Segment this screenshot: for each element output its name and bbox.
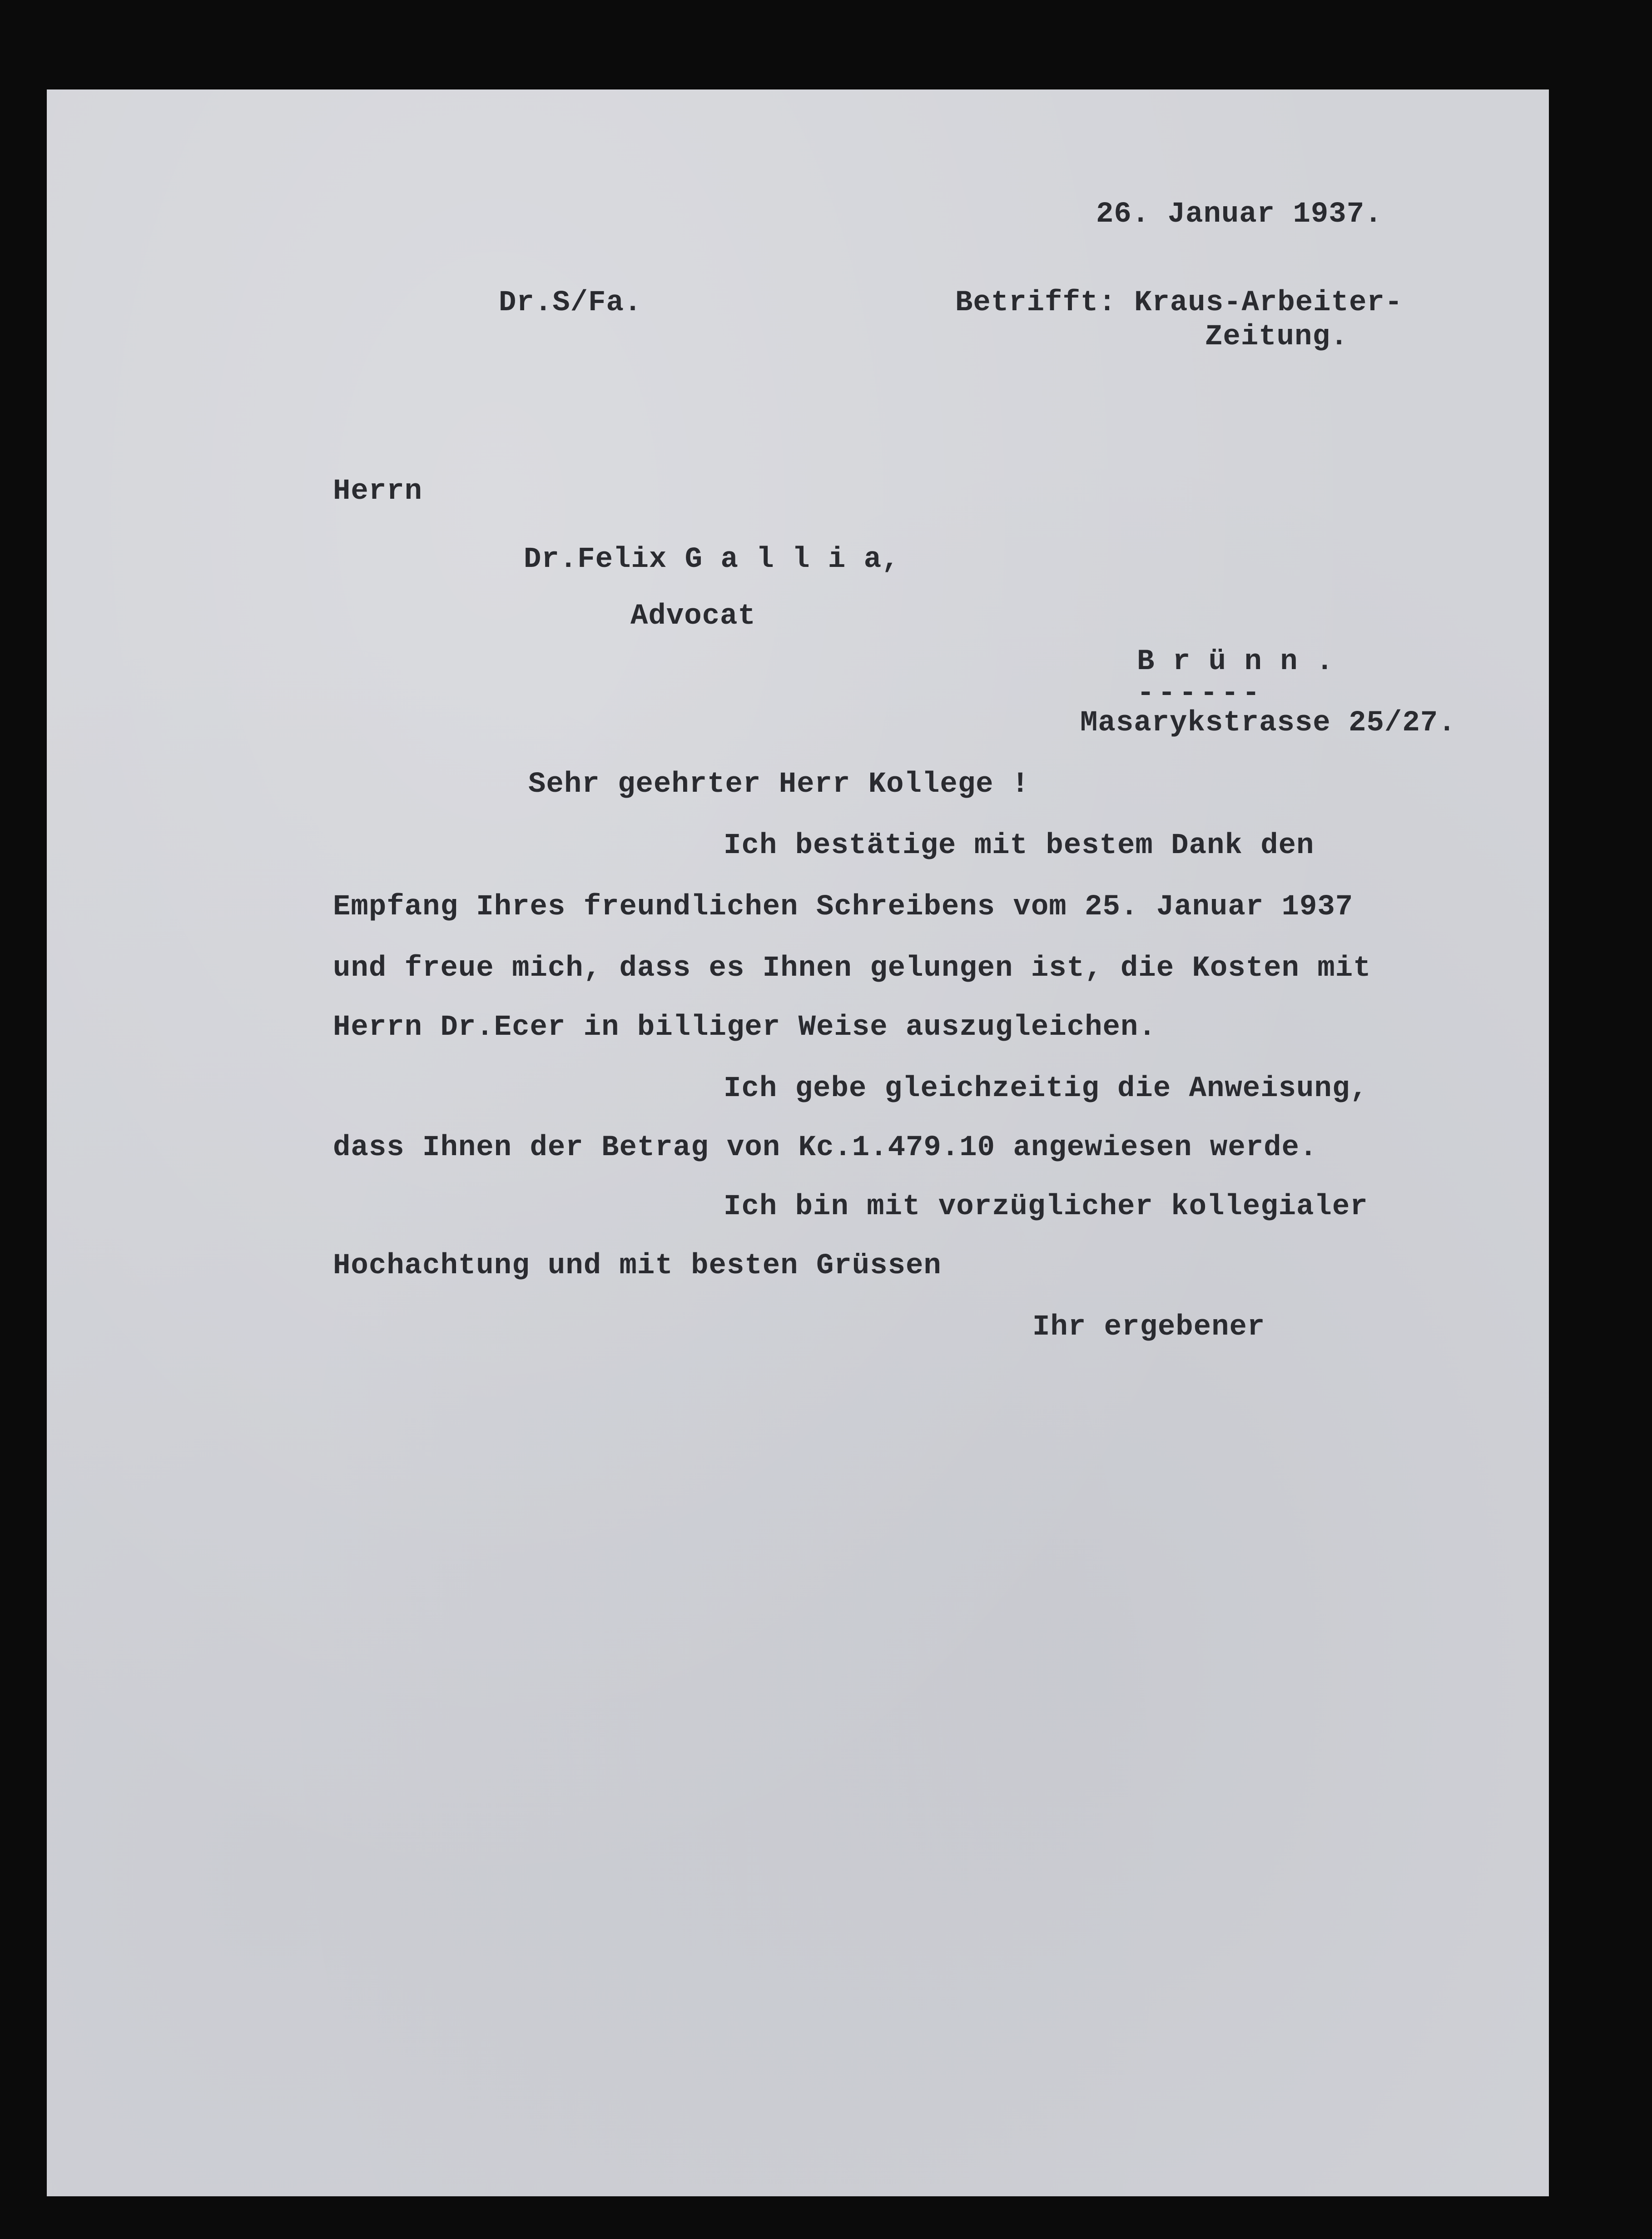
recipient-name: Dr.Felix G a l l i a, [524,543,900,576]
letter-greeting: Sehr geehrter Herr Kollege ! [528,768,1030,801]
reference-code: Dr.S/Fa. [499,287,642,319]
recipient-title: Advocat [630,600,756,633]
body-line: Empfang Ihres freundlichen Schreibens vom 25. Januar 1937 [333,891,1354,923]
letter-date: 26. Januar 1937. [1096,198,1383,231]
body-line: dass Ihnen der Betrag von Kc.1.479.10 angewiesen werde. [333,1132,1318,1164]
subject-line-1: Betrifft: Kraus-Arbeiter- [955,287,1403,319]
recipient-street: Masarykstrasse 25/27. [1080,707,1456,740]
recipient-city-underline: ------ [1137,677,1264,710]
body-line: Ich gebe gleichzeitig die Anweisung, [724,1072,1368,1105]
body-line: Ich bestätige mit bestem Dank den [724,829,1315,862]
recipient-city: B r ü n n . [1137,645,1334,678]
recipient-salutation: Herrn [333,475,423,508]
body-line: Ich bin mit vorzüglicher kollegialer [724,1191,1368,1223]
letter-closing: Ihr ergebener [1032,1311,1265,1344]
body-line: und freue mich, dass es Ihnen gelungen ist, die Kosten mit [333,952,1371,985]
body-line: Herrn Dr.Ecer in billiger Weise auszugleichen. [333,1011,1156,1044]
letter-page [47,89,1549,2196]
body-line: Hochachtung und mit besten Grüssen [333,1250,942,1282]
subject-line-2: Zeitung. [1205,321,1349,353]
